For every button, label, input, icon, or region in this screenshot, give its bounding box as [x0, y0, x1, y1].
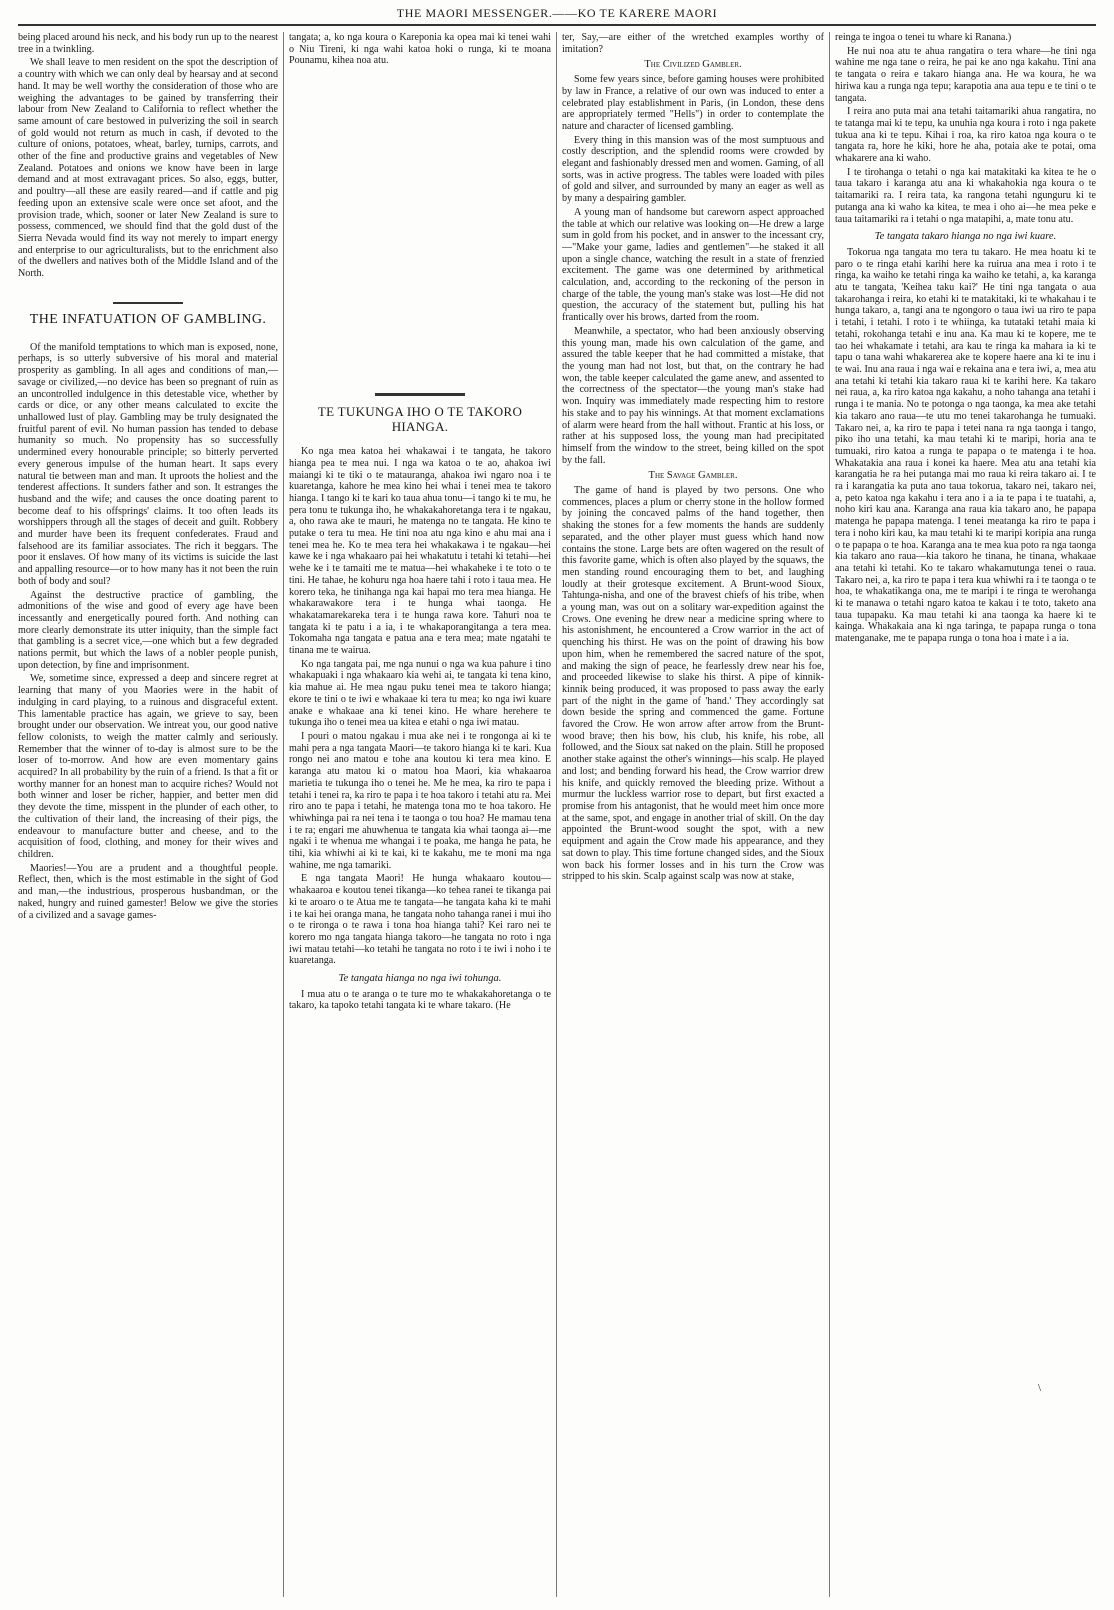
paragraph: Ko nga mea katoa hei whakawai i te tangata, he takoro hianga pea te mea nui. I nga wa katoa o te ao, ahakoa iwi maiangi ki te tiki o te matauranga, ahakoa iwi ngaro noa i te kuaretanga, kahore he mea kino hei whai i tenei mea te takoro hianga. I tango ki te kari ko taua ahua tonu—i tango ki te mu, he pera tonu te tukunga iho, he whakakahoretanga tera i te ngakau, a, oho rawa ake te mauri, he matenga no te tangata. He kino te putake o tera tu mea. He tini noa atu nga kino e ahu mai ana i tenei mea he. Ko te mea tera hei whakakawa i te ngakau—hei kawe ke i nga whakaaro pai hei whakatutu i tetahi ki tetahi—hei wehe ke i te tamaiti me te matua—hei whakaheke i te toto o te tini. He tahae, he kohuru nga hoa haere tahi i roto i taua mea. He korero teka, he tinihanga nga kai hapai mo tera mea hianga. He whakarawakore tera i te hunga whai taonga. He whakatamarekareka tera i te hunga rawa kore. Tahuri noa te tangata ki te patu i a ia, i te whakaporangitanga a tera mea. Tokomaha nga tangata e patua ana e tera mea; mate ngatahi te tinana me te wairua.: [289, 446, 551, 657]
subheading: The Savage Gambler.: [648, 470, 738, 482]
spacer: [18, 282, 278, 296]
paragraph: tangata; a, ko nga koura o Kareponia ka opea mai ki tenei wahi o Niu Tireni, ki nga wahi katoa hoki o runga, ki te moana Pounamu, kihea noa atu.: [289, 32, 551, 67]
paragraph: E nga tangata Maori! He hunga whakaaro koutou—whakaaroa e koutou tenei tikanga—ko tehea ranei te tikanga pai ki te aroaro o te Atua me te tangata—he tangata kaha ki te mahi i te kai hei oranga mana, he tangata noho tahanga ranei i mui iho o te rironga o te rawa i tona hoa hianga tahi? Kei raro nei te korero mo nga tangata hianga takoro—he tangata no roto i nga iwi matau tetahi—ko tetahi he tangata no roto i te iwi i noho i te kuaretanga.: [289, 873, 551, 967]
paragraph: Tokorua nga tangata mo tera tu takaro. He mea hoatu ki te paro o te ringa etahi karihi here ka ruirua ana mea i roto i te ringa, ka waiho ke tetahi ringa ka waiho ke tetahi, a, ka karanga atu te tangata, 'Keihea taku kai?' He tini nga tangata o aua takarohanga i reira, ko etahi ki te matakitaki, ki te whakahau i te hunga takaro, a, tangi ana te ngongoro o taua iwi ua riro te papa i tetahi, i tetahi. I roto i te whiinga, ka tutataki tetahi maia ki tetahi, rokohanga tetahi e inu ana. Ka mau ki te kopere, me te tao hei whakamate i tetahi, ara kau te ringa ka mahara ia ki te tapu o tana wahi whakarerea ake te kopere haere ana ki te inu i te wai. Inu ana raua i nga wai e rekaina ana e tera iwi, a, mea atu ana tetahi ki tetahi kia takaro raua ki te karihi here. Ka takaro nei raua, a, ka riro katoa nga kakahu, a noho tahanga ana tetahi i runga i te mania. No te potonga o nga taonga, ka mea ake tetahi kia takaro ano raua—te utu mo tenei takarohanga he tumuaki. Takaro nei, a, ka riro te papa i tetei nana ra nga taonga i tango, piko iho una tetahi, ka mau tetahi ki te maripi, horia ana te tumuaki, riro katoa a runga te papapa o te matenga i te hoa. Whakatakia ana raua i konei ka haere. Mea atu ana tetahi kia karangatia he ra hei putanga mai mo raua ki reira takaro ai. I te ra i karangatia ka puta ano taua tokorua, takaro nei, takaro nei, a, peto katoa nga kakahu i tera ano i a ia te papa i te tuatahi, a, noho kiri kau ana. Karanga ana raua kia takaro ano, he papapa matenga he papapa matenga. I tenei meatanga ka riro te papa i tera i noho kiri kau, ka mau tetahi ki te maripi koripia ana runga o te papapa o te hoa. Karanga ana te mea kua poto ra nga taonga kia takaro ano raua—kia takoro he tinana, he tinana, whakaae ana tetahi ki tetahi. Ko te takaro whakamutunga tenei o raua. Takaro nei, a, ka riro te papa i tera kua whiwhi ra i te taonga o te hoa, te whakatikanga ona, me te maripi i te ringa te werohanga ki te manawa o tetahi ngaro katoa te kakau i te toto, taketo ana taua tupapaku. Ka mau tetahi ki ana taonga ka haere ki te kainga. Whakakaia ana ki nga taringa, te papapa runga o tona matenganake, me te papapa runga o tona hoa i mate i a ia.: [835, 246, 1096, 645]
divider: [113, 302, 183, 304]
column-3: [562, 32, 824, 1597]
divider: [375, 393, 465, 396]
masthead: THE MAORI MESSENGER.——KO TE KARERE MAORI: [18, 6, 1096, 26]
column-4: [835, 32, 1096, 1597]
paragraph: We, sometime since, expressed a deep and sincere regret at learning that many of you Maories were in the habit of indulging in card playing, to a ruinous and disgraceful extent. This lamentable practice has again, we grieve to say, been brought under our observation. We intreat you, our good native fellow colonists, to weigh the matter calmly and seriously. Remember that the winner of to-day is almost sure to be the loser of to-morrow. And how are even momentary gains acquired? In all probability by the ruin of a friend. Is that a fit or worthy manner for an honest man to acquire riches? Would not both winner and loser be richer, happier, and better men did they devote the time, misspent in the plunder of each other, to the cultivation of their land, the increasing of their pigs, the endeavour to manufacture butter and cheese, and to the acquisition of food, clothing, and money for their wives and children.: [18, 673, 278, 860]
paragraph: ter, Say,—are either of the wretched examples worthy of imitation?: [562, 32, 824, 55]
article-headline: TE TUKUNGA IHO O TE TAKORO HIANGA.: [317, 404, 523, 435]
subheading: Te tangata hianga no nga iwi tohunga.: [338, 973, 502, 985]
paragraph: Meanwhile, a spectator, who had been anxiously observing this young man, made his own calculation of the game, and assured the table keeper that he had committed a mistake, that the young man had not lost, but that, on the contrary he had won, the table keeper calculated the game anew, and assented to the correctness of the spectator—the young man's stake had won. Inquiry was immediately made respecting him to restore his stake and to pay his winnings. At that moment exclamations of alarm were heard from the hall without. Frantic at his loss, or rather at his supposed loss, the young man had precipitated himself from the window to the street, being killed on the spot by the fall.: [562, 325, 824, 466]
column-1: [18, 32, 278, 1597]
paragraph: Against the destructive practice of gambling, the admonitions of the wise and good of every age have been incessantly and energetically poured forth. And nothing can more clearly demonstrate its utter iniquity, than the simple fact that gambling is a secret vice,—one which but a few degraded nations permit, but which the laws of a nobler people punish, upon detection, by fine and imprisonment.: [18, 589, 278, 671]
subheading: The Civilized Gambler.: [644, 59, 742, 71]
column-2: [289, 32, 551, 1597]
paragraph: Of the manifold temptations to which man is exposed, none, perhaps, is so utterly subversive of his moral and material prosperity as gambling. In all ages and conditions of man,—savage or civilized,—no device has been so pregnant of ruin as an uncontrolled indulgence in this detestable vice, whether by cards or dice, or any other means calculated to excite the unhallowed lust of play. Gambling may be truly designated the fruitful parent of evil. No human passion has tended to debase humanity so much. No propensity has so successfully undermined every honourable principle; so bitterly perverted every generous impulse of the human heart. It saps every natural tie between man and man. It uproots the holiest and the tenderest affections. It sunders father and son. It estranges the husband and the wife; and causes the once doating parent to become deaf to his offsprings' claims. It too often leads its worshippers through all the stages of deceit and guilt. Robbery and murder have been its frequent confederates. Fraud and falsehood are its familiar associates. The rich it beggars. The poor it enslaves. Of how many of its victims is suicide the last and appalling resource—or to how many has it not been the ruin both of body and soul?: [18, 341, 278, 587]
column-rule: [283, 32, 284, 1597]
paragraph: Ko nga tangata pai, me nga nunui o nga wa kua pahure i tino whakapuaki i nga whakaaro kia wehi ai, te tangata ki tena kino, kia mahue ai. He mea ngau puku tenei mea te takoro hianga; ekore te tini o te iwi e whakaae ki tera tu mea; ko nga iwi kuare anake e whakaae ana ki tenei kino. He whare herehere te tukunga iho o tenei mea ua kitea e etahi o nga iwi matau.: [289, 658, 551, 729]
spacer: [289, 69, 551, 387]
stray-mark: \: [1038, 1382, 1042, 1394]
paragraph: Every thing in this mansion was of the most sumptuous and costly description, and the splendid rooms were crowded by elegant and fashionably dressed men and women. Gaming, of all sorts, was in active progress. The tables were loaded with piles of gold and silver, and surrounded by many an eager as well as by many a despairing gambler.: [562, 134, 824, 205]
paragraph: The game of hand is played by two persons. One who commences, places a plum or cherry stone in the hollow formed by joining the concaved palms of the hand together, then shaking the stones for a few moments the hands are suddenly separated, and the other player must guess which hand now contains the stone. Large bets are often wagered on the result of this favorite game, which is often also played by the squaws, the men standing round encouraging them to bet, and laughing loudly at their grotesque excitement. A Brunt-wood Sioux, Tahtunga-nisha, and one of the bravest chiefs of his tribe, when a young man, was out on a solitary war-expedition against the Crows. One evening he drew near a medicine spring where to his astonishment, he encountered a Crow warrior in the act of quenching his thirst. He was on the point of drawing his bow upon him, when he remembered the sacred nature of the spot, and making the sign of peace, he fearlessly drew near his foe, and proceeded likewise to slake his thirst. A pipe of kinnik-kinnik being produced, it was proposed to pass away the early part of the night in the game of 'hand.' They accordingly sat down beside the spring and commenced the game. Fortune favored the Crow. He won arrow after arrow from the Brunt-wood brave; then his bow, his club, his knife, his robe, all followed, and the Sioux sat naked on the plain. Still he proposed another stake against the other's winnings—his scalp. He played and lost; and bending forward his head, the Crow warrior drew his knife, and quickly removed the bleeding prize. Without a murmur the luckless warrior rose to depart, but first exacted a promise from his antagonist, that he would meet him once more at the same, spot, and engage in another trial of skill. On the day appointed the Brunt-wood sought the spot, with a new equipment and again the Crow made his appearance, and they sat down to play. This time fortune changed sides, and the Sioux won back his former losses and in his turn the Crow was stripped to his skin. Scalp against scalp was now at stake,: [562, 485, 824, 883]
paragraph: I te tirohanga o tetahi o nga kai matakitaki ka kitea te he o taua takaro i karanga atu ana ki whakahokia nga koura o te taitamariki ra. I reira tata, ka rangona tetahi ngunguru ki te putanga ana ki waho ka kitea, te mea i oho ai—he mea peke e taua taitamariki ra i tetahi o nga matapihi, a, mate tonu atu.: [835, 166, 1096, 225]
article-headline: THE INFATUATION OF GAMBLING.: [29, 311, 267, 327]
column-rule: [556, 32, 557, 1597]
subheading: Te tangata takaro hianga no nga iwi kuare.: [874, 231, 1057, 243]
paragraph: I reira ano puta mai ana tetahi taitamariki ahua rangatira, no te tatanga mai ki te tepu, ka unuhia nga koura i roto i nga pakete tukua ana ki te tepu. Kihai i roa, ka riro katoa nga koura o te tangata ra, hore he kiki, hore he aha, potaia ake te potai, oma whakarere ana ki waho.: [835, 106, 1096, 165]
paragraph: I mua atu o te aranga o te ture mo te whakakahoretanga o te takaro, ka tapoko tetahi tangata ki te whare takaro. (He: [289, 988, 551, 1012]
paragraph: We shall leave to men resident on the spot the description of a country with which we can only deal by hearsay and at second hand. It may be well worthy the consideration of those who are weighing the advantages to be gained by transferring their labour from New Zealand to California to reflect whether the same amount of care bestowed in pulverizing the soil in search of gold would not return as much in cash, if devoted to the culture of onions, potatoes, wheat, barley, turnips, carrots, and other of the fine and productive grains and vegetables of New Zealand. Potatoes and onions we know have been in large demand and at most extravagant prices. So also, eggs, butter, and poultry—all these are easily reared—and if cattle and pig feeding upon an extensive scale were once set afoot, and the provision trade, which, sooner or later New Zealand is sure to possess, commenced, we should find that the gold dust of the Sierra Nevada would find its way not merely to impart energy and enterprise to our agriculturalists, but to the enrichment also of the dwellers and natives both of the Middle Island and of the North.: [18, 57, 278, 280]
column-rule: [829, 32, 830, 1597]
paragraph: I pouri o matou ngakau i mua ake nei i te rongonga ai ki te mahi pera a nga tangata Maori—te takoro hianga ki te kari. Kua rongo nei ano matou e tohe ana koutou ki tera mea kino. E karanga atu matou ki o matou hoa Maori, kia whakaaroa marietia te tukunga iho o tenei he. Me he mea, ka riro te papa i tetahi i tenei ra, ka riro te papa i te hoa takoro i tetahi atu ra. Mei riro ano te papa i tetahi, he matenga tona mo te hoa takoro. He whiwhinga pai ra nei tena i te taonga o tou hoa? He mamau tena i te ra; engari me ahuwhenua te tangata kia whai taonga ai—me ngaki i te whenua me whangai i te poaka, me hanga he pata, he tihi, kia whiwhi ai ki te kai, ki te kakahu, me te moni ma nga wahine, me nga tamariki.: [289, 730, 551, 871]
paragraph: A young man of handsome but careworn aspect approached the table at which our relative was looking on—He drew a large sum in gold from his pocket, and in answer to the incessant cry,—"Make your game, ladies and gentlemen"—he staked it all upon a single chance, watching the result in a state of frenzied excitement. The game was one determined by arithmetical calculation, and, according to the reckoning of the person in charge of the table, the young man's stake was lost—He did not question, the accuracy of the statement but, pulling his hat frantically over his brows, darted from the room.: [562, 206, 824, 324]
paragraph: being placed around his neck, and his body run up to the nearest tree in a twinkling.: [18, 32, 278, 55]
paragraph: Some few years since, before gaming houses were prohibited by law in France, a relative of our own was induced to enter a celebrated play establishment in Paris, (in London, these dens are appropriately termed "Hells") in order to contemplate the nature and character of licensed gambling.: [562, 74, 824, 132]
paragraph: He nui noa atu te ahua rangatira o tera whare—he tini nga wahine me nga tane o reira, he pai ke ano nga kakahu. Tini ana te tangata o reira e takaro hianga ana. He wa koura, he wa hiriwa kau a runga nga tepu; karapotia ana aua tepu e te tini o te tangata.: [835, 45, 1096, 104]
paragraph: reinga te ingoa o tenei tu whare ki Ranana.): [835, 32, 1012, 43]
paragraph: Maories!—You are a prudent and a thoughtful people. Reflect, then, which is the most estimable in the sight of God and man,—the industrious, prosperous husbandman, or the naked, hungry and ruined gamester! Below we give the stories of a civilized and a savage games-: [18, 862, 278, 921]
